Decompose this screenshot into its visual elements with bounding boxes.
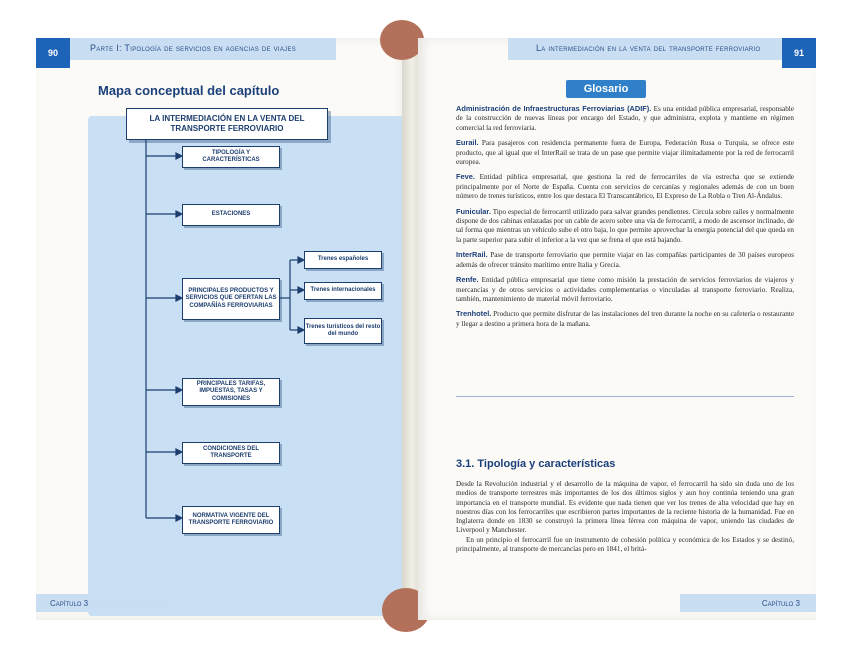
left-page [36, 38, 408, 620]
glossary-entry: Administración de Infraestructuras Ferroviarias (ADIF). Es una entidad pública empresarial, responsable de la construcción de nuevas líneas por encargo del Estado, y que administra, explota y mantiene en régimen comercial la red ferroviaria. [456, 104, 794, 132]
glossary-entry: Trenhotel. Producto que permite disfrutar de las instalaciones del tren durante la noche en su cafetería o restaurante y llegar a destino a primera hora de la mañana. [456, 309, 795, 328]
branch-node-condiciones: CONDICIONES DEL TRANSPORTE [182, 442, 280, 464]
left-running-head: Parte I: Tipología de servicios en agencias de viajes [90, 43, 297, 53]
branch-node-normativa: NORMATIVA VIGENTE DEL TRANSPORTE FERROVIARIO [182, 506, 280, 534]
section-title: 3.1. Tipología y características [456, 458, 616, 470]
section-body [456, 480, 794, 554]
branch-node-productos: PRINCIPALES PRODUCTOS Y SERVICIOS QUE OFERTAN LAS COMPAÑÍAS FERROVIARIAS [182, 278, 280, 320]
branch-node-tarifas: PRINCIPALES TARIFAS, IMPUESTAS, TASAS Y COMISIONES [182, 378, 280, 406]
sub-node-trenes-espanoles: Trenes españoles [304, 251, 382, 269]
right-footer-band [680, 594, 816, 612]
right-footer-chapter: Capítulo 3 [761, 598, 800, 608]
glossary-entry: Funicular. Tipo especial de ferrocarril utilizado para salvar grandes pendientes. Circula sobre raíles y normalmente dispone de dos cabinas enlazadas por un cable de acero sobre una vía de ferrocarril, a modo de ascensor inclinado, de tal forma que mientras un vehículo sube el otro baja, lo que permite aprovechar la energía potencial del que queda en la parte superior para subir el inferior a la vez que se frena el que está bajando. [456, 206, 795, 244]
glossary-entry: Eurail. Para pasajeros con residencia permanente fuera de Europa, Federación Rusa o Turquía, se ofrece este producto, que al igual que el InterRail se trata de un pase que permite viajar ilimitadamente por la red de ferrocarril europea. [456, 138, 795, 167]
branch-node-tipologia: TIPOLOGÍA Y CARACTERÍSTICAS [182, 146, 280, 168]
concept-map-title: Mapa conceptual del capítulo [98, 83, 280, 98]
right-page-number: 91 [782, 38, 816, 68]
concept-root-node: LA INTERMEDIACIÓN EN LA VENTA DEL TRANSPORTE FERROVIARIO [126, 108, 328, 140]
glossary-label: Glosario [566, 80, 646, 98]
branch-node-estaciones: ESTACIONES [182, 204, 280, 226]
right-page [418, 38, 816, 620]
glossary-entry: Renfe. Entidad pública empresarial que tiene como misión la prestación de servicios ferroviarios de viajeros y mercancías y de otros servicios o actividades complementarias o vinculadas al transporte ferroviario. Realiza, también, mantenimiento de material móvil ferroviario. [456, 275, 794, 303]
glossary-list [456, 104, 794, 334]
sub-node-trenes-turisticos: Trenes turísticos del resto del mundo [304, 318, 382, 344]
left-footer-chapter: Capítulo 3 [50, 598, 89, 608]
body-paragraph: Desde la Revolución industrial y el desarrollo de la máquina de vapor, el ferrocarril ha sido sin duda uno de los medios de transporte terrestres más importantes de los dos últimos siglos y aun hoy continúa teniendo una gran importancia en el transporte mundial. Es evidente que nada tienen que ver los trenes de alta velocidad que hay en nuestros días con los ferrocarriles que escribieron partes importantes de la reciente historia de la humanidad. Fue en Inglaterra donde en 1830 se construyó la primera línea férrea con máquina de vapor, uniendo las ciudades de Liverpool y Manchester. [456, 480, 794, 535]
sub-node-trenes-internacionales: Trenes internacionales [304, 282, 382, 300]
glossary-entry: Feve. Entidad pública empresarial, que gestiona la red de ferrocarriles de vía estrecha que se extiende principalmente por el Norte de España. Cuenta con servicios de cercanías y regionales además de con un buen número de trenes turísticos, entre los que destaca El Transcantábrico, El Expreso de La Robla o Tren Al-Ándalus. [456, 172, 794, 201]
right-running-head: La intermediación en la venta del transporte ferroviario [536, 43, 761, 53]
glossary-entry: InterRail. Pase de transporte ferroviario que permite viajar en las compañías participantes de 30 países europeos además de ofrecer tránsito marítimo entre Italia y Grecia. [456, 250, 795, 269]
left-page-number: 90 [36, 38, 70, 68]
glossary-divider [456, 396, 794, 397]
body-paragraph: En un principio el ferrocarril fue un instrumento de cohesión política y económica de los Estados y se destinó, principalmente, al transporte de mercancías pero en 1841, el britá- [456, 535, 794, 554]
left-footer-band [36, 594, 170, 612]
